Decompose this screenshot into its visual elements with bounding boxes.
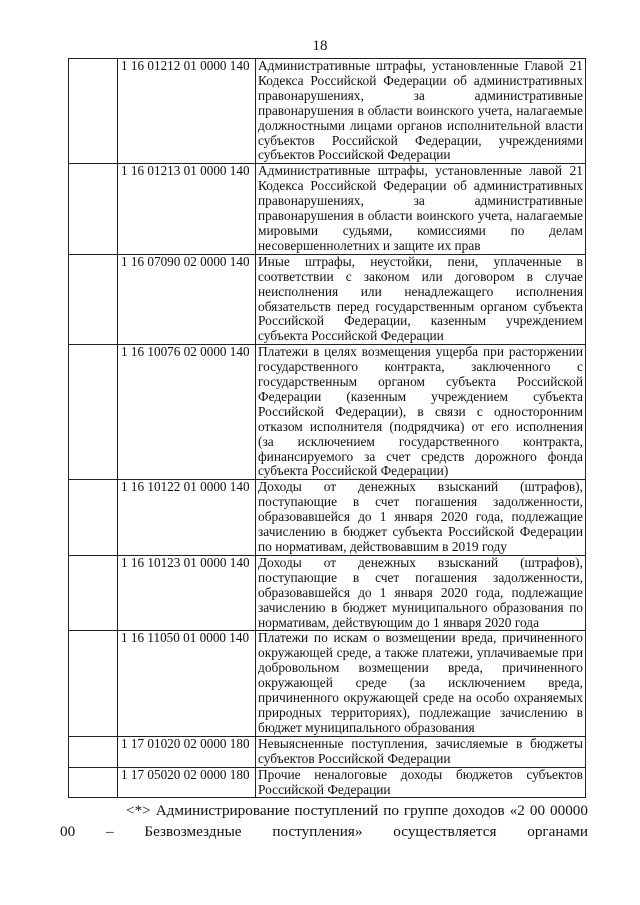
table-cell-empty xyxy=(69,254,118,344)
revenue-code: 1 16 10123 01 0000 140 xyxy=(118,555,256,631)
revenue-description: Административные штрафы, установленные Главой 21 Кодекса Российской Федерации об административных правонарушениях, за административные правонарушения в области воинского учета, налагаемые должностными лицами органов исполнительной власти субъектов Российской Федерации, учреждениями субъектов Российской Федерации xyxy=(256,59,586,164)
revenue-description: Административные штрафы, установленные лавой 21 Кодекса Российской Федерации об административных правонарушениях, за административные правонарушения в области воинского учета, налагаемые мировыми судьями, комиссиями по делам несовершеннолетних и защите их прав xyxy=(256,164,586,254)
revenue-codes-table xyxy=(68,58,586,798)
table-row xyxy=(69,631,586,736)
revenue-code: 1 16 01213 01 0000 140 xyxy=(118,164,256,254)
revenue-code: 1 16 07090 02 0000 140 xyxy=(118,254,256,344)
footnote-text: <*> Администрирование поступлений по группе доходов «2 00 00000 00 – Безвозмездные поступления» осуществляется органами xyxy=(60,802,588,840)
revenue-code: 1 16 10076 02 0000 140 xyxy=(118,345,256,480)
table-cell-empty xyxy=(69,164,118,254)
table-cell-empty xyxy=(69,736,118,767)
revenue-code: 1 16 11050 01 0000 140 xyxy=(118,631,256,736)
table-cell-empty xyxy=(69,345,118,480)
table-cell-empty xyxy=(69,555,118,631)
revenue-code: 1 16 01212 01 0000 140 xyxy=(118,59,256,164)
table-row xyxy=(69,555,586,631)
table-row xyxy=(69,164,586,254)
table-row xyxy=(69,767,586,798)
revenue-description: Иные штрафы, неустойки, пени, уплаченные в соответствии с законом или договором в случае неисполнения или ненадлежащего исполнения обязательств перед государственным органом субъекта Российской Федерации, казенным учреждением субъекта Российской Федерации xyxy=(256,254,586,344)
table-row xyxy=(69,254,586,344)
revenue-description: Прочие неналоговые доходы бюджетов субъектов Российской Федерации xyxy=(256,767,586,798)
table-row xyxy=(69,480,586,556)
page-number: 18 xyxy=(312,38,328,54)
revenue-description: Платежи по искам о возмещении вреда, причиненного окружающей среде, а также платежи, уплачиваемые при добровольном возмещении вреда, причиненного окружающей среде (за исключением вреда, причиненного окружающей среде на особо охраняемых природных территориях), подлежащие зачислению в бюджет муниципального образования xyxy=(256,631,586,736)
revenue-code: 1 17 05020 02 0000 180 xyxy=(118,767,256,798)
revenue-description: Платежи в целях возмещения ущерба при расторжении государственного контракта, заключенного с государственным органом субъекта Российской Федерации (казенным учреждением субъекта Российской Федерации), в связи с односторонним отказом исполнителя (подрядчика) от его исполнения (за исключением государственного контракта, финансируемого за счет средств дорожного фонда субъекта Российской Федерации) xyxy=(256,345,586,480)
table-row xyxy=(69,736,586,767)
revenue-code: 1 16 10122 01 0000 140 xyxy=(118,480,256,556)
table-cell-empty xyxy=(69,480,118,556)
revenue-description: Доходы от денежных взысканий (штрафов), поступающие в счет погашения задолженности, образовавшейся до 1 января 2020 года, подлежащие зачислению в бюджет муниципального образования по нормативам, действующим до 1 января 2020 года xyxy=(256,555,586,631)
footnote-paragraph xyxy=(60,800,588,842)
revenue-description: Доходы от денежных взысканий (штрафов), поступающие в счет погашения задолженности, образовавшейся до 1 января 2020 года, подлежащие зачислению в бюджет субъекта Российской Федерации по нормативам, действовавшим в 2019 году xyxy=(256,480,586,556)
revenue-description: Невыясненные поступления, зачисляемые в бюджеты субъектов Российской Федерации xyxy=(256,736,586,767)
table-cell-empty xyxy=(69,631,118,736)
table-cell-empty xyxy=(69,767,118,798)
table-row xyxy=(69,59,586,164)
table-cell-empty xyxy=(69,59,118,164)
table-row xyxy=(69,345,586,480)
revenue-code: 1 17 01020 02 0000 180 xyxy=(118,736,256,767)
